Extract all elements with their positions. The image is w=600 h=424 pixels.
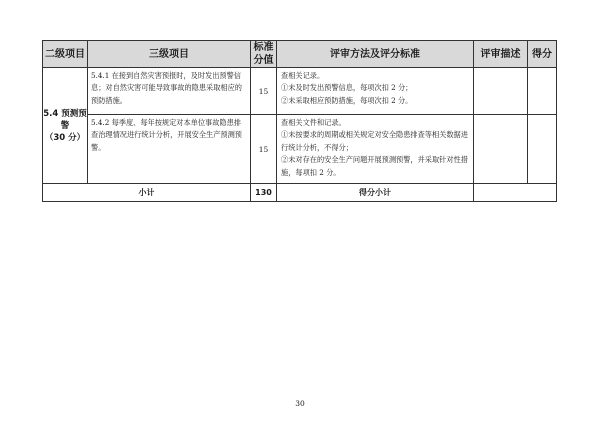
- category-cell: [43, 68, 88, 184]
- table-row: [43, 68, 557, 115]
- method-line: ①未及时发出预警信息，每项次扣 2 分；: [281, 83, 413, 93]
- header-score: 得分: [528, 41, 557, 68]
- header-standard-score: 标准分值: [251, 41, 277, 68]
- review-desc-cell[interactable]: [474, 68, 528, 115]
- method-line: ②未对存在的安全生产问题开展预测预警，并采取针对性措施，每项扣 2 分。: [281, 155, 468, 177]
- subtotal-got-cell[interactable]: [474, 184, 557, 202]
- header-method: 评审方法及评分标准: [277, 41, 474, 68]
- method-line: 查相关文件和记录。: [281, 118, 346, 127]
- table-header-row: [43, 41, 557, 68]
- category-label: 5.4 预测预警: [43, 108, 87, 131]
- standard-score-cell: 15: [251, 115, 277, 184]
- subtotal-row: [43, 184, 557, 202]
- got-score-cell[interactable]: [528, 68, 557, 115]
- subtotal-score: 130: [251, 184, 277, 202]
- header-review-desc: 评审描述: [474, 41, 528, 68]
- table-row: [43, 115, 557, 184]
- method-line: 查相关记录。: [281, 71, 325, 80]
- header-level2: 二级项目: [43, 41, 88, 68]
- page-number: 30: [295, 399, 305, 408]
- audit-table: [42, 40, 557, 202]
- subtotal-label: 小计: [43, 184, 251, 202]
- method-cell: [277, 115, 474, 184]
- method-line: ①未按要求的周期或相关规定对安全隐患排查等相关数据进行统计分析，不得分；: [281, 130, 468, 152]
- category-points: （30 分）: [44, 132, 86, 143]
- review-desc-cell[interactable]: [474, 115, 528, 184]
- method-cell: [277, 68, 474, 115]
- item-cell: 5.4.2 每季度、每年按规定对本单位事故隐患排查治理情况进行统计分析，开展安全生产预测预警。: [88, 115, 251, 184]
- method-line: ②未采取相应预防措施，每项次扣 2 分。: [281, 95, 413, 105]
- subtotal-score-label: 得分小计: [277, 184, 474, 202]
- header-level3: 三级项目: [88, 41, 251, 68]
- got-score-cell[interactable]: [528, 115, 557, 184]
- item-cell: 5.4.1 在接到自然灾害预报时，及时发出预警信息；对自然灾害可能导致事故的隐患采取相应的预防措施。: [88, 68, 251, 115]
- standard-score-cell: 15: [251, 68, 277, 115]
